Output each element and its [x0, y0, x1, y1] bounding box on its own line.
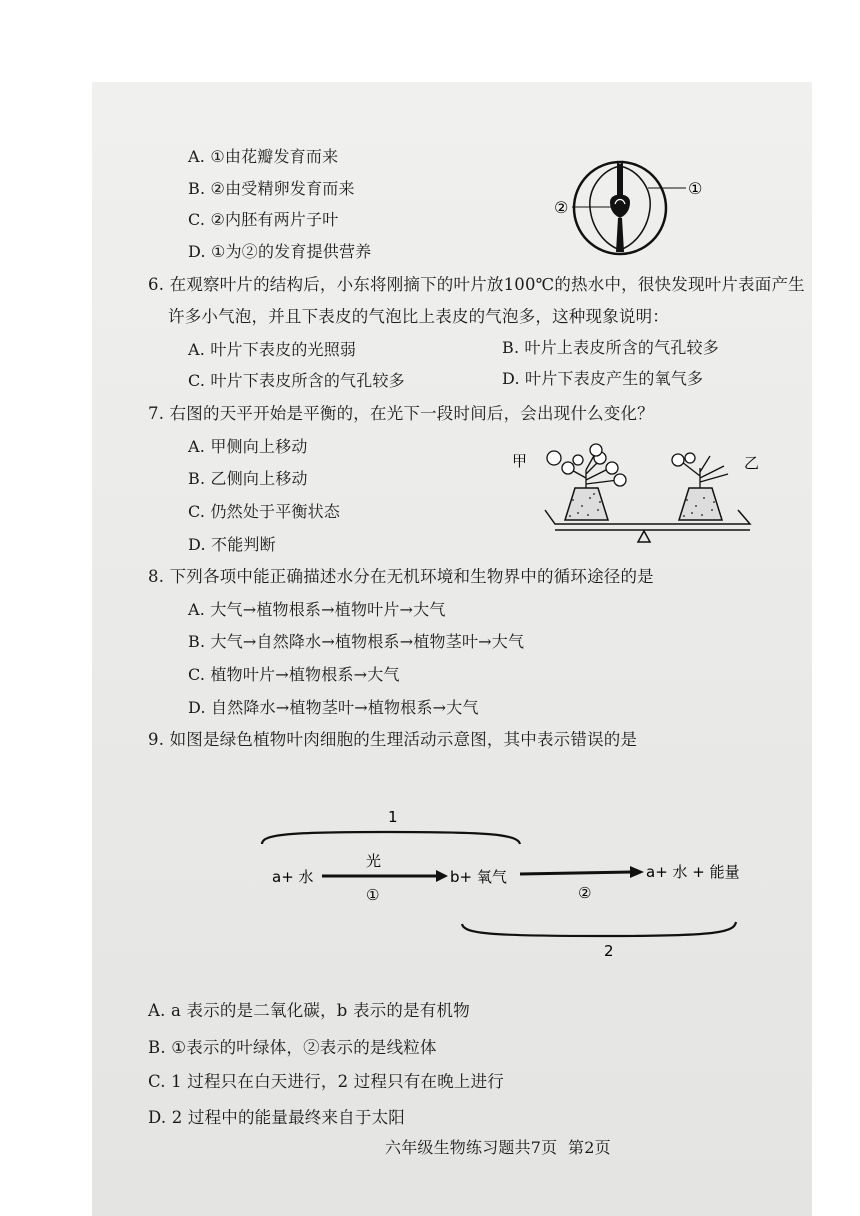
brace-bottom-label: 2	[604, 942, 614, 960]
q8-stem: 8. 下列各项中能正确描述水分在无机环境和生物界中的循环途径的是	[148, 567, 654, 586]
footer-title: 六年级生物练习题共7页	[385, 1138, 558, 1157]
q9-option-b: B. ①表示的叶绿体，②表示的是线粒体	[148, 1038, 437, 1057]
q8-option-b: B. 大气→自然降水→植物根系→植物茎叶→大气	[188, 632, 525, 651]
q8-option-d: D. 自然降水→植物茎叶→植物根系→大气	[188, 698, 479, 717]
q6-option-d: D. 叶片下表皮产生的氧气多	[502, 369, 704, 388]
q7-option-a: A. 甲侧向上移动	[188, 437, 308, 456]
right-term: a+ 水 + 能量	[646, 863, 740, 881]
balance-label-left: 甲	[512, 452, 528, 470]
arrow1-top-label: 光	[366, 852, 382, 870]
seed-label-2: ②	[554, 198, 569, 217]
left-term: a+ 水	[272, 868, 314, 886]
q8-option-a: A. 大气→植物根系→植物叶片→大气	[188, 600, 446, 619]
middle-term: b+ 氧气	[450, 868, 507, 886]
arrow2-bottom-label: ②	[578, 884, 592, 902]
arrow1-bottom-label: ①	[366, 886, 380, 904]
q7-option-b: B. 乙侧向上移动	[188, 469, 308, 488]
q5-option-d: D. ①为②的发育提供营养	[188, 242, 372, 261]
balance-figure	[510, 440, 770, 550]
q6-stem-line2: 许多小气泡，并且下表皮的气泡比上表皮的气泡多，这种现象说明：	[168, 307, 669, 326]
footer-page-number: 第2页	[568, 1138, 611, 1157]
q5-option-c: C. ②内胚有两片子叶	[188, 210, 339, 229]
q9-option-c: C. 1 过程只在白天进行，2 过程只有在晚上进行	[148, 1072, 505, 1091]
q7-stem: 7. 右图的天平开始是平衡的，在光下一段时间后，会出现什么变化？	[148, 404, 654, 423]
q5-option-a: A. ①由花瓣发育而来	[188, 147, 339, 166]
q5-option-b: B. ②由受精卵发育而来	[188, 179, 355, 198]
q7-option-c: C. 仍然处于平衡状态	[188, 502, 341, 521]
q8-option-c: C. 植物叶片→植物根系→大气	[188, 665, 400, 684]
seed-label-1: ①	[688, 179, 703, 198]
q6-option-a: A. 叶片下表皮的光照弱	[188, 340, 357, 359]
balance-label-right: 乙	[744, 454, 760, 472]
q6-stem-line1: 6. 在观察叶片的结构后，小东将刚摘下的叶片放100℃的热水中，很快发现叶片表面产生	[148, 275, 805, 294]
q6-option-c: C. 叶片下表皮所含的气孔较多	[188, 371, 405, 390]
process-diagram	[250, 800, 750, 970]
q9-option-a: A. a 表示的是二氧化碳，b 表示的是有机物	[148, 1001, 470, 1020]
brace-top-label: 1	[388, 808, 398, 826]
q9-stem: 9. 如图是绿色植物叶肉细胞的生理活动示意图，其中表示错误的是	[148, 730, 638, 749]
q6-option-b: B. 叶片上表皮所含的气孔较多	[502, 338, 719, 357]
q7-option-d: D. 不能判断	[188, 535, 276, 554]
seed-figure	[540, 158, 720, 258]
q9-option-d: D. 2 过程中的能量最终来自于太阳	[148, 1108, 405, 1127]
